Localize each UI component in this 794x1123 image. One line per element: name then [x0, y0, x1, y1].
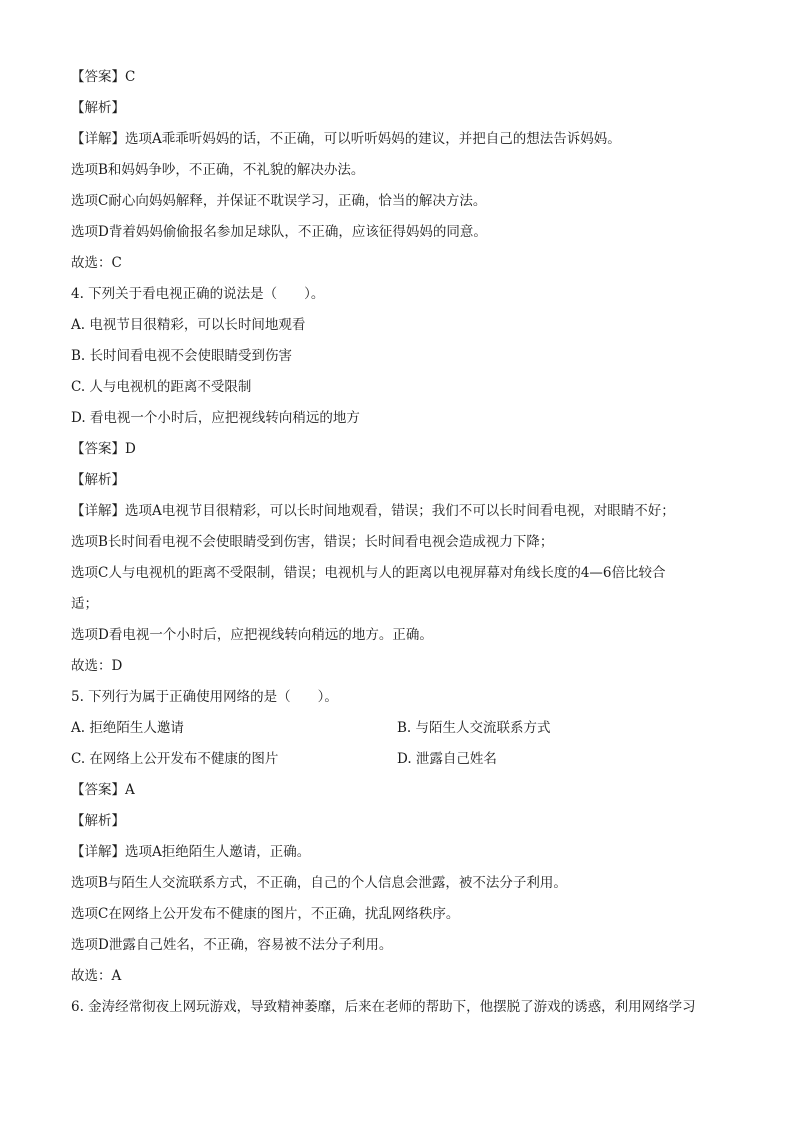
q4-option-c-explanation-cont: 适； [71, 596, 98, 612]
q5-option-b-explanation: 选项B与陌生人交流联系方式，不正确，自己的个人信息会泄露，被不法分子利用。 [71, 875, 567, 891]
q4-option-c: C. 人与电视机的距离不受限制 [71, 379, 252, 395]
q5-final-choice: 故选：A [71, 968, 122, 984]
q4-option-c-explanation: 选项C人与电视机的距离不受限制，错误；电视机与人的距离以电视屏幕对角线长度的4—6倍比较合 [71, 565, 666, 581]
q3-final-choice: 故选：C [71, 255, 122, 271]
q5-options-row-2 [71, 744, 731, 775]
q3-detail: 【详解】选项A乖乖听妈妈的话，不正确，可以听听妈妈的建议，并把自己的想法告诉妈妈。 [71, 131, 621, 147]
q4-answer: 【答案】D [71, 441, 136, 457]
q4-option-a: A. 电视节目很精彩，可以长时间地观看 [71, 317, 306, 333]
q4-detail: 【详解】选项A电视节目很精彩，可以长时间地观看，错误；我们不可以长时间看电视，对眼睛不好； [71, 503, 675, 519]
q5-option-d: D. 泄露自己姓名 [397, 751, 497, 767]
q3-analysis-heading: 【解析】 [71, 100, 125, 116]
q4-option-b-explanation: 选项B长时间看电视不会使眼睛受到伤害，错误；长时间看电视会造成视力下降； [71, 534, 554, 550]
q5-analysis-heading: 【解析】 [71, 813, 125, 829]
q4-stem: 4. 下列关于看电视正确的说法是（ ）。 [71, 286, 325, 302]
document-page [71, 62, 731, 1023]
q4-final-choice: 故选：D [71, 658, 123, 674]
q5-options-row-1 [71, 713, 731, 744]
q4-option-b: B. 长时间看电视不会使眼睛受到伤害 [71, 348, 293, 364]
q3-option-d-explanation: 选项D背着妈妈偷偷报名参加足球队，不正确，应该征得妈妈的同意。 [71, 224, 487, 240]
q5-option-d-explanation: 选项D泄露自己姓名，不正确，容易被不法分子利用。 [71, 937, 393, 953]
q5-stem: 5. 下列行为属于正确使用网络的是（ ）。 [71, 689, 338, 705]
q5-option-c-explanation: 选项C在网络上公开发布不健康的图片，不正确，扰乱网络秩序。 [71, 906, 460, 922]
q3-option-c-explanation: 选项C耐心向妈妈解释，并保证不耽误学习，正确，恰当的解决方法。 [71, 193, 487, 209]
q4-option-d: D. 看电视一个小时后，应把视线转向稍远的地方 [71, 410, 360, 426]
q4-analysis-heading: 【解析】 [71, 472, 125, 488]
q3-option-b-explanation: 选项B和妈妈争吵，不正确，不礼貌的解决办法。 [71, 162, 365, 178]
q3-answer: 【答案】C [71, 69, 136, 85]
q5-option-c: C. 在网络上公开发布不健康的图片 [71, 751, 279, 767]
q5-detail: 【详解】选项A拒绝陌生人邀请，正确。 [71, 844, 311, 860]
q4-option-d-explanation: 选项D看电视一个小时后，应把视线转向稍远的地方。正确。 [71, 627, 433, 643]
q5-option-a: A. 拒绝陌生人邀请 [71, 720, 184, 736]
q5-option-b: B. 与陌生人交流联系方式 [397, 720, 551, 736]
q5-answer: 【答案】A [71, 782, 135, 798]
q6-stem: 6. 金涛经常彻夜上网玩游戏，导致精神萎靡，后来在老师的帮助下，他摆脱了游戏的诱惑，利用网络学习 [71, 999, 696, 1015]
